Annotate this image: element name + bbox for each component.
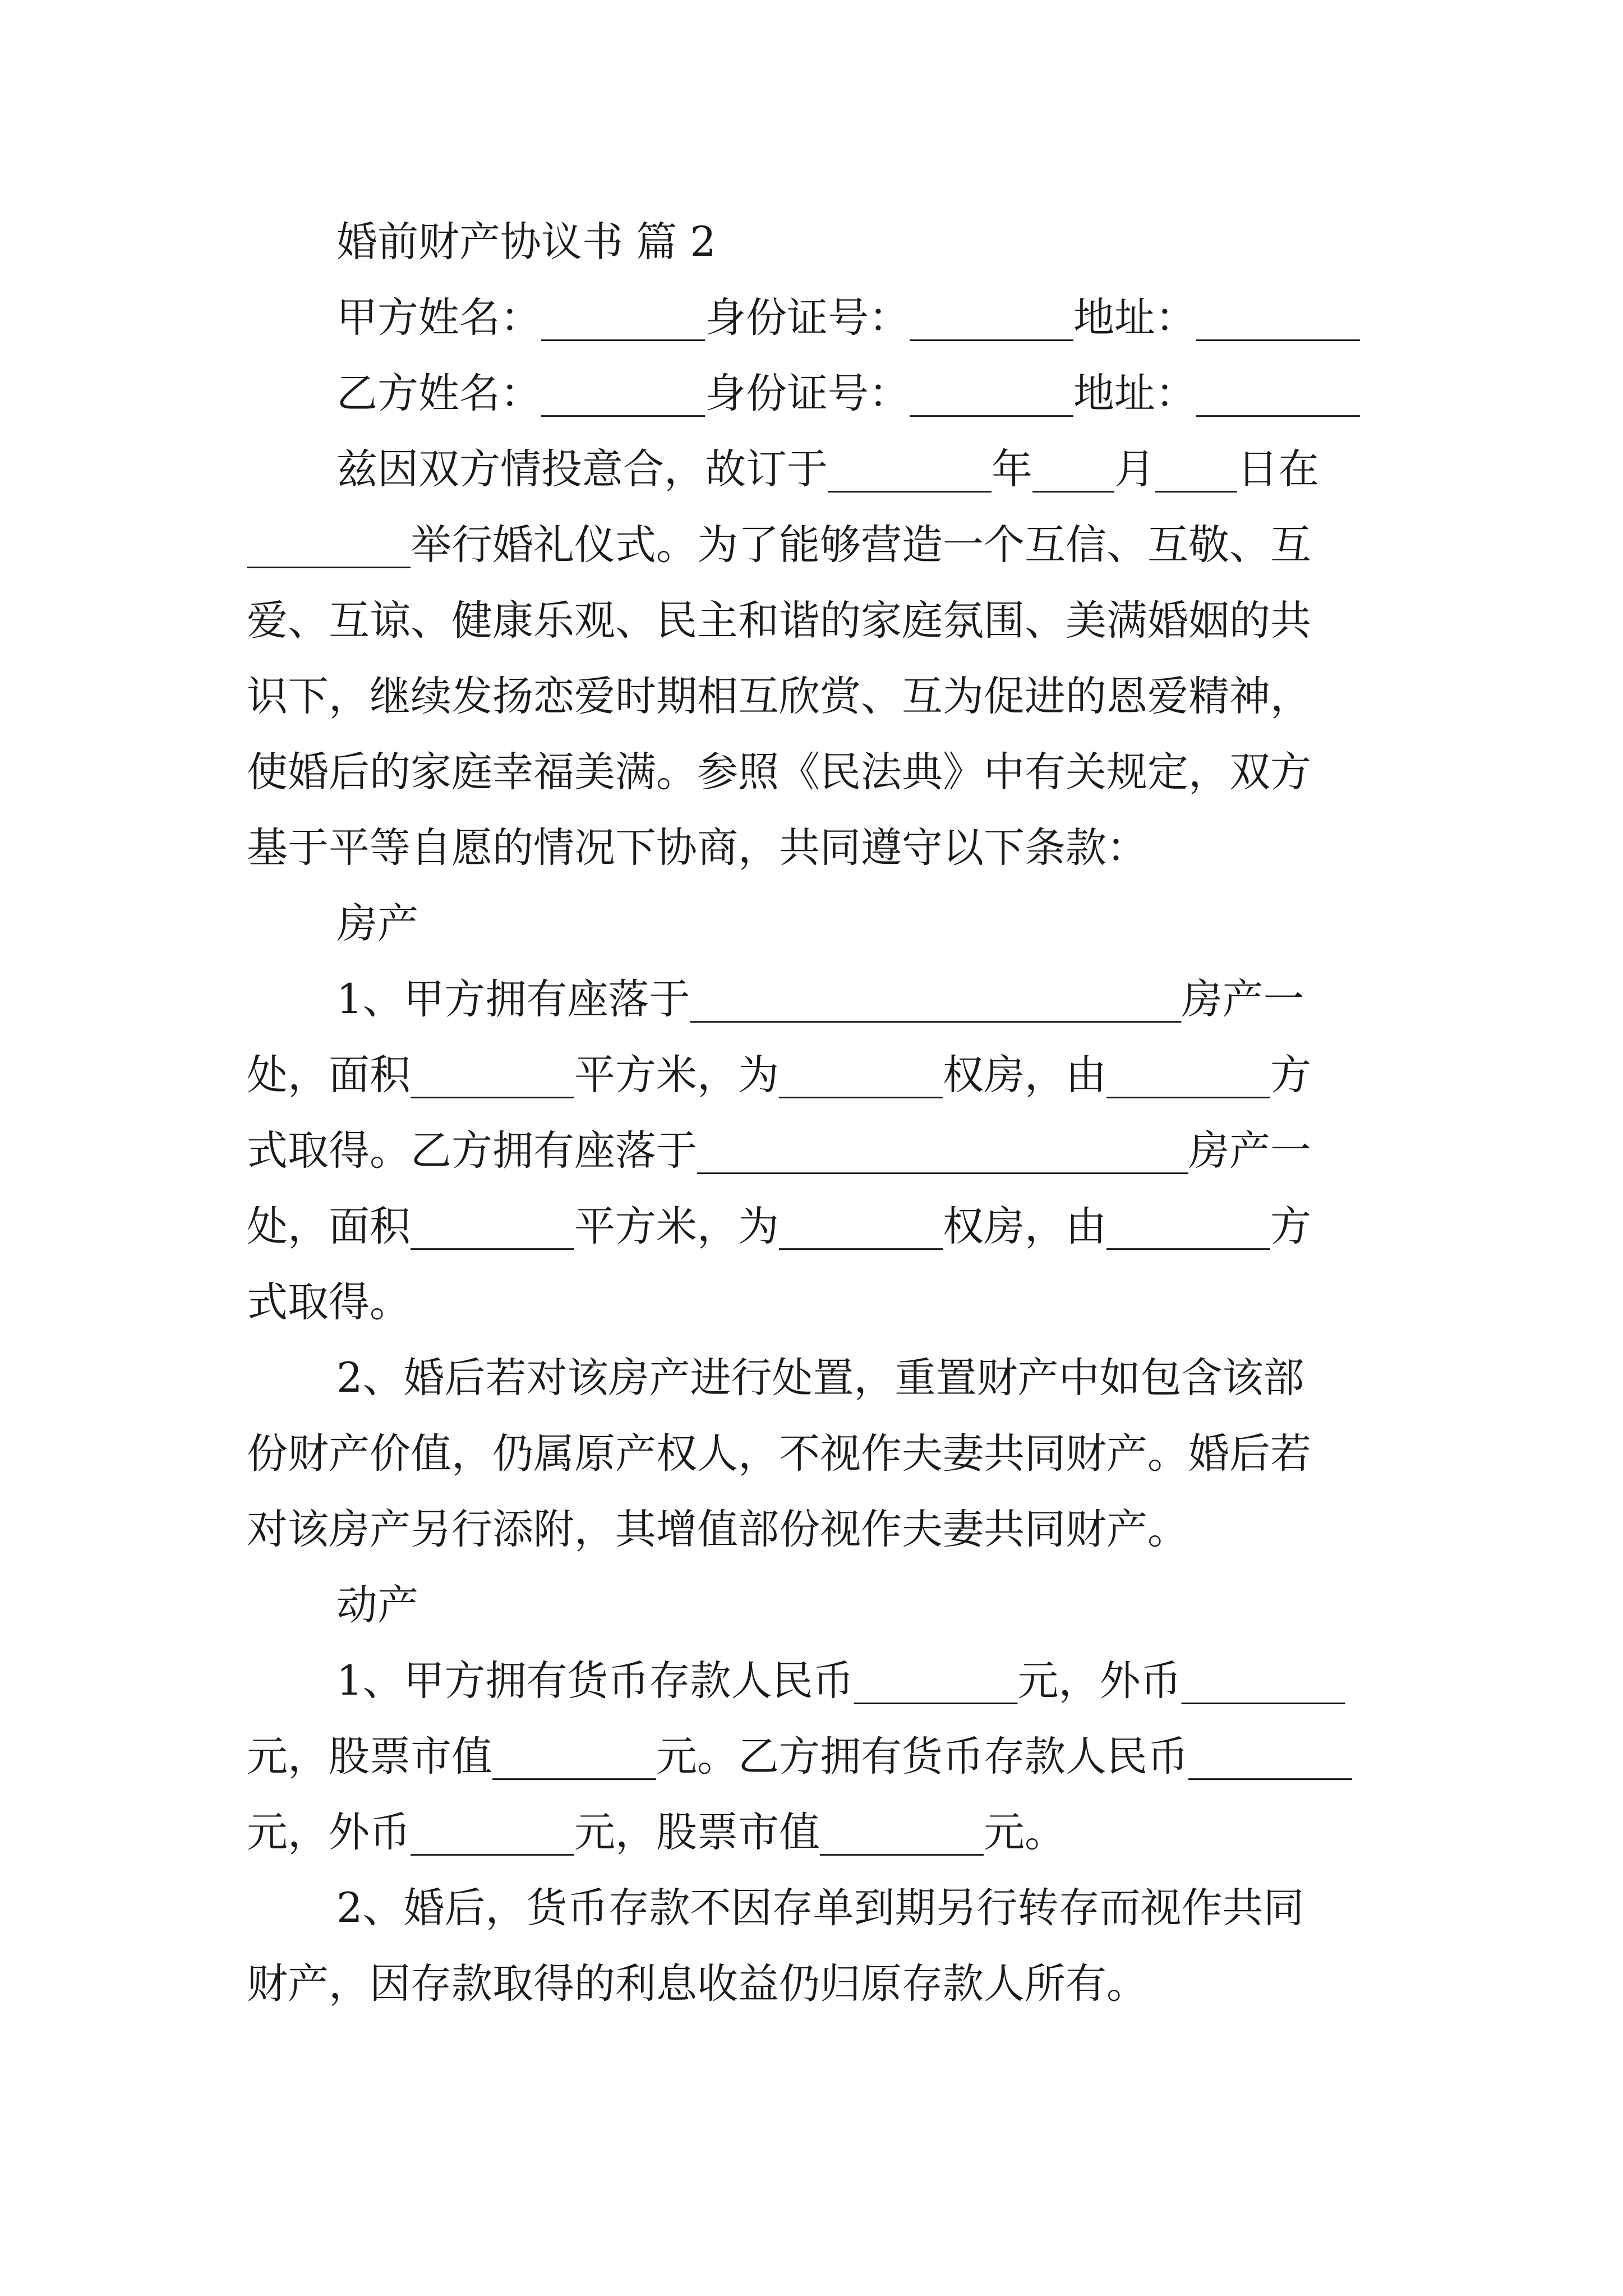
- real-estate-clause-2-line: 2、婚后若对该房产进行处置，重置财产中如包含该部: [336, 1354, 1304, 1402]
- document-title: 婚前财产协议书 篇 2: [336, 218, 716, 266]
- movable-clause-1-line: 元，股票市值________元。乙方拥有货币存款人民币________: [247, 1733, 1352, 1780]
- party-b-info: 乙方姓名：________身份证号：________地址：________: [336, 370, 1360, 417]
- preamble-line: ________举行婚礼仪式。为了能够营造一个互信、互敬、互: [247, 521, 1311, 569]
- movable-clause-2-line: 2、婚后，货币存款不因存单到期另行转存而视作共同: [336, 1884, 1304, 1932]
- movable-clause-1-line: 1、甲方拥有货币存款人民币________元，外币________: [336, 1657, 1345, 1705]
- real-estate-clause-2-line: 对该房产另行添附，其增值部份视作夫妻共同财产。: [247, 1506, 1188, 1553]
- section-heading-real-estate: 房产: [336, 900, 418, 947]
- movable-clause-2-line: 财产，因存款取得的利息收益仍归原存款人所有。: [247, 1960, 1147, 2008]
- section-heading-movable: 动产: [336, 1581, 418, 1629]
- preamble-line: 识下，继续发扬恋爱时期相互欣赏、互为促进的恩爱精神，: [247, 673, 1311, 720]
- real-estate-clause-1-line: 1、甲方拥有座落于________________________房产一: [336, 976, 1304, 1023]
- real-estate-clause-1-line: 处，面积________平方米，为________权房，由________方: [247, 1051, 1311, 1099]
- real-estate-clause-2-line: 份财产价值，仍属原产权人，不视作夫妻共同财产。婚后若: [247, 1430, 1311, 1478]
- preamble-line: 爱、互谅、健康乐观、民主和谐的家庭氛围、美满婚姻的共: [247, 597, 1311, 645]
- real-estate-clause-1-line: 式取得。乙方拥有座落于________________________房产一: [247, 1127, 1311, 1175]
- preamble-line: 使婚后的家庭幸福美满。参照《民法典》中有关规定，双方: [247, 748, 1311, 796]
- preamble-line: 兹因双方情投意合，故订于________年____月____日在: [336, 445, 1319, 493]
- party-a-info: 甲方姓名：________身份证号：________地址：________: [336, 294, 1360, 342]
- preamble-line: 基于平等自愿的情况下协商，共同遵守以下条款：: [247, 824, 1147, 872]
- real-estate-clause-1-line: 处，面积________平方米，为________权房，由________方: [247, 1203, 1311, 1250]
- movable-clause-1-line: 元，外币________元，股票市值________元。: [247, 1809, 1066, 1856]
- real-estate-clause-1-line: 式取得。: [247, 1278, 411, 1326]
